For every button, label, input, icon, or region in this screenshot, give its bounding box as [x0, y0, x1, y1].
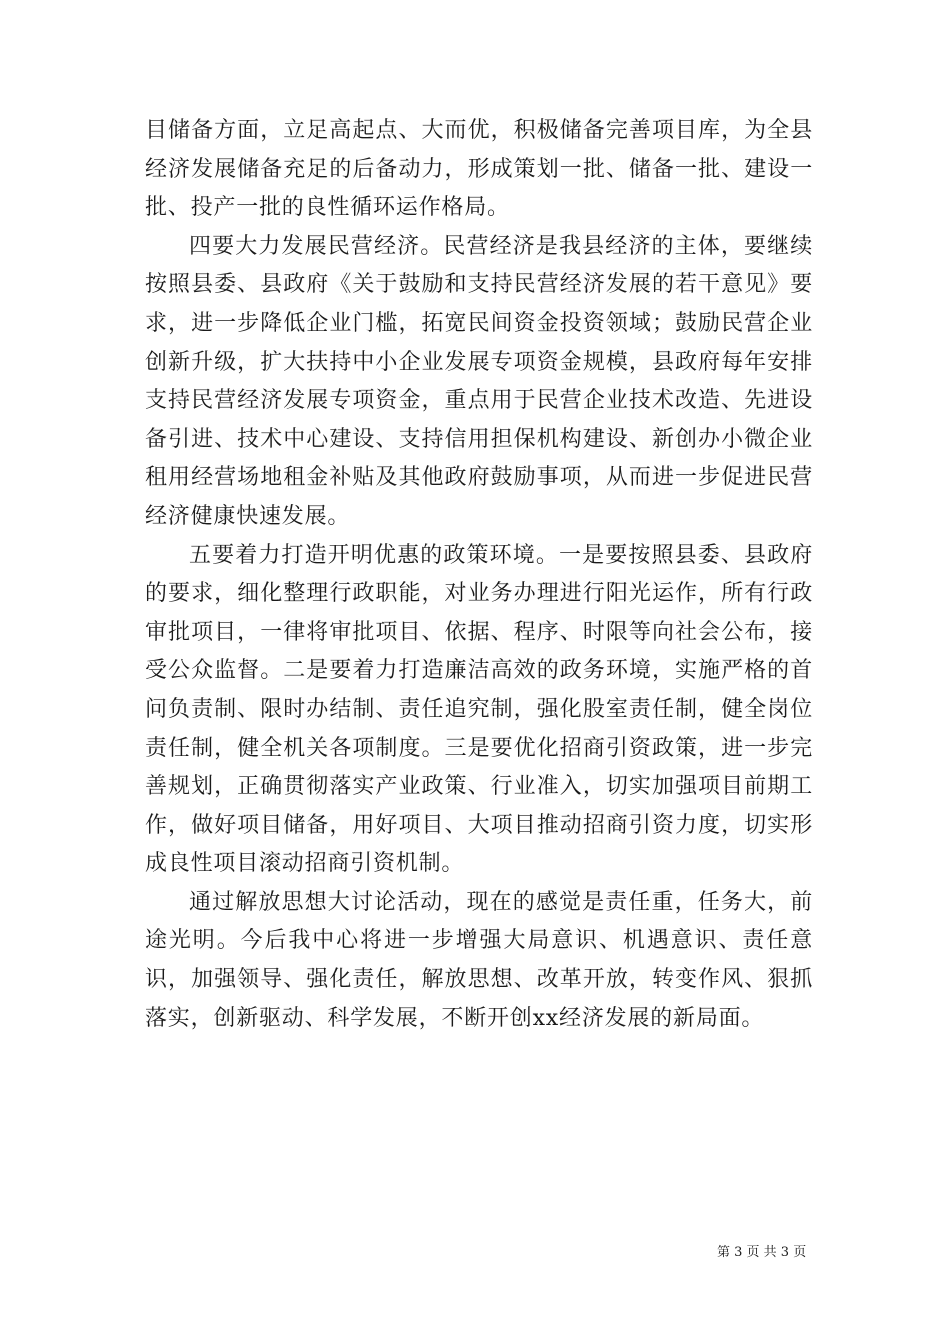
- paragraph-continuation: 目储备方面，立足高起点、大而优，积极储备完善项目库，为全县经济发展储备充足的后备动力，形成策划一批、储备一批、建设一批、投产一批的良性循环运作格局。: [145, 118, 813, 221]
- page-number-footer: 第 3 页 共 3 页: [717, 1245, 807, 1260]
- paragraph-conclusion: 通过解放思想大讨论活动，现在的感觉是责任重，任务大，前途光明。今后我中心将进一步增强大局意识、机遇意识、责任意识，加强领导、强化责任，解放思想、改革开放，转变作风、狠抓落实，创新驱动、科学发展，不断开创xx经济发展的新局面。: [145, 889, 813, 1031]
- document-body: [145, 112, 813, 1038]
- paragraph-policy-environment: 五要着力打造开明优惠的政策环境。一是要按照县委、县政府的要求，细化整理行政职能，对业务办理进行阳光运作，所有行政审批项目，一律将审批项目、依据、程序、时限等向社会公布，接受公众监督。二是要着力打造廉洁高效的政务环境，实施严格的首问负责制、限时办结制、责任追究制，强化股室责任制，健全岗位责任制，健全机关各项制度。三是要优化招商引资政策，进一步完善规划，正确贯彻落实产业政策、行业准入，切实加强项目前期工作，做好项目储备，用好项目、大项目推动招商引资力度，切实形成良性项目滚动招商引资机制。: [145, 542, 813, 877]
- paragraph-private-economy: 四要大力发展民营经济。民营经济是我县经济的主体，要继续按照县委、县政府《关于鼓励和支持民营经济发展的若干意见》要求，进一步降低企业门槛，拓宽民间资金投资领域；鼓励民营企业创新升级，扩大扶持中小企业发展专项资金规模，县政府每年安排支持民营经济发展专项资金，重点用于民营企业技术改造、先进设备引进、技术中心建设、支持信用担保机构建设、新创办小微企业租用经营场地租金补贴及其他政府鼓励事项，从而进一步促进民营经济健康快速发展。: [145, 233, 813, 529]
